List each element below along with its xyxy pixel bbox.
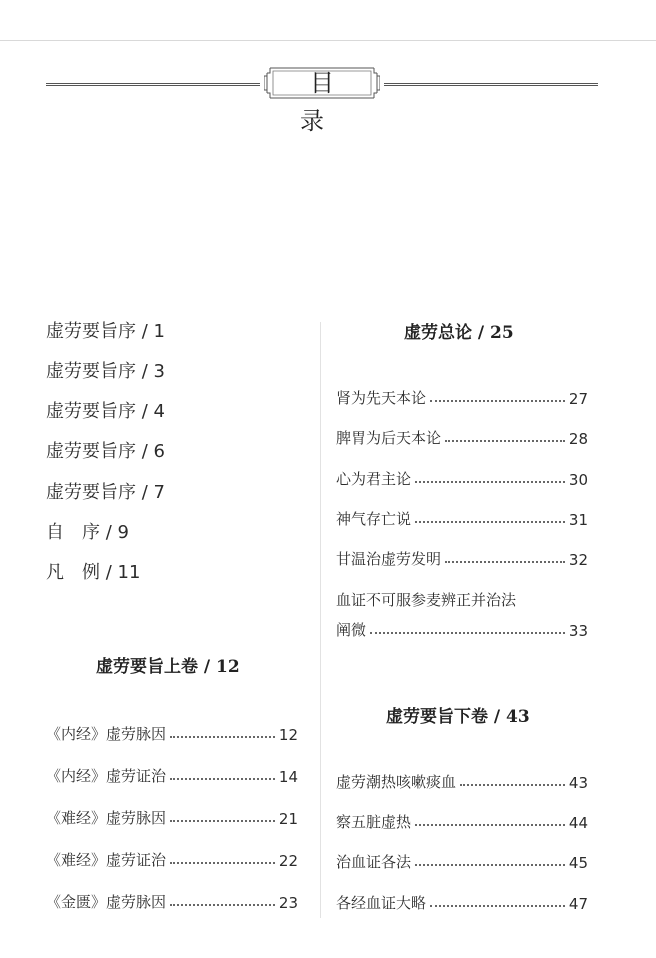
toc-entry-title: 治血证各法 [336,853,412,871]
preface-item[interactable]: 虚劳要旨序 / 3 [46,361,165,382]
toc-entry[interactable] [336,891,588,913]
toc-entry-page: 14 [278,768,298,786]
preface-item[interactable]: 虚劳要旨序 / 4 [46,401,165,422]
dot-leader [170,778,275,780]
toc-entry-page: 43 [568,774,588,792]
dot-leader [445,561,565,563]
dot-leader [460,784,565,786]
toc-entry-page: 44 [568,814,588,832]
dot-leader [415,864,565,866]
dot-leader [430,400,565,402]
toc-entry[interactable] [336,770,588,792]
section-heading-lower-volume[interactable]: 虚劳要旨下卷 / 43 [386,707,530,727]
dot-leader [170,862,275,864]
toc-entry-page: 27 [568,390,588,408]
toc-entry-title: 阐微 [336,621,367,639]
section-heading-general-theory[interactable]: 虚劳总论 / 25 [404,323,514,343]
dot-leader [170,820,275,822]
toc-entry[interactable] [336,467,588,489]
toc-entry-page: 22 [278,852,298,870]
banner-left-rule [46,83,260,86]
dot-leader [170,904,275,906]
toc-entry[interactable] [336,507,588,529]
section-heading-upper-volume[interactable]: 虚劳要旨上卷 / 12 [96,657,240,677]
dot-leader [415,481,565,483]
toc-entry[interactable] [46,848,298,870]
toc-entry-page: 23 [278,894,298,912]
toc-entry-title: 心为君主论 [336,470,412,488]
preface-item[interactable]: 自 序 / 9 [46,522,129,543]
preface-item[interactable]: 虚劳要旨序 / 1 [46,321,165,342]
toc-entry-title: 《内经》虚劳证治 [46,767,167,785]
toc-entry-multiline-first[interactable] [336,588,588,610]
toc-entry[interactable] [46,890,298,912]
toc-entry-title: 《难经》虚劳证治 [46,851,167,869]
toc-entry-title: 血证不可服参麦辨正并治法 [336,591,517,609]
page-top-rule [0,40,656,41]
toc-entry-title: 《难经》虚劳脉因 [46,809,167,827]
toc-entry-page: 28 [568,430,588,448]
toc-entry-page: 12 [278,726,298,744]
page-title: 目 录 [300,69,354,135]
dot-leader [415,521,565,523]
toc-entry-title: 虚劳潮热咳嗽痰血 [336,773,457,791]
toc-entry[interactable] [336,810,588,832]
toc-entry-page: 31 [568,511,588,529]
preface-item[interactable]: 虚劳要旨序 / 6 [46,441,165,462]
dot-leader [430,905,565,907]
toc-title-banner [46,64,598,135]
toc-entry-page: 30 [568,471,588,489]
dot-leader [370,632,565,634]
preface-item[interactable]: 虚劳要旨序 / 7 [46,482,165,503]
dot-leader [445,440,565,442]
toc-entry-page: 21 [278,810,298,828]
title-frame [264,64,380,135]
toc-entry[interactable] [336,426,588,448]
toc-entry[interactable] [336,547,588,569]
toc-entry[interactable] [46,764,298,786]
toc-entry-title: 肾为先天本论 [336,389,427,407]
toc-entry-page: 45 [568,854,588,872]
toc-entry-page: 47 [568,895,588,913]
toc-entry[interactable] [336,850,588,872]
column-divider [320,322,321,918]
toc-entry-title: 各经血证大略 [336,894,427,912]
banner-right-rule [384,83,598,86]
toc-entry-title: 《金匮》虚劳脉因 [46,893,167,911]
toc-entry[interactable] [336,386,588,408]
preface-item[interactable]: 凡 例 / 11 [46,562,141,583]
toc-entry[interactable] [46,722,298,744]
toc-entry-page: 32 [568,551,588,569]
toc-entry-page: 33 [568,622,588,640]
toc-entry-title: 甘温治虚劳发明 [336,550,442,568]
toc-entry[interactable] [46,806,298,828]
toc-entry-title: 神气存亡说 [336,510,412,528]
toc-entry-title: 脾胃为后天本论 [336,429,442,447]
toc-entry-multiline-second[interactable] [336,618,588,640]
dot-leader [415,824,565,826]
toc-entry-title: 察五脏虚热 [336,813,412,831]
dot-leader [170,736,275,738]
toc-entry-title: 《内经》虚劳脉因 [46,725,167,743]
